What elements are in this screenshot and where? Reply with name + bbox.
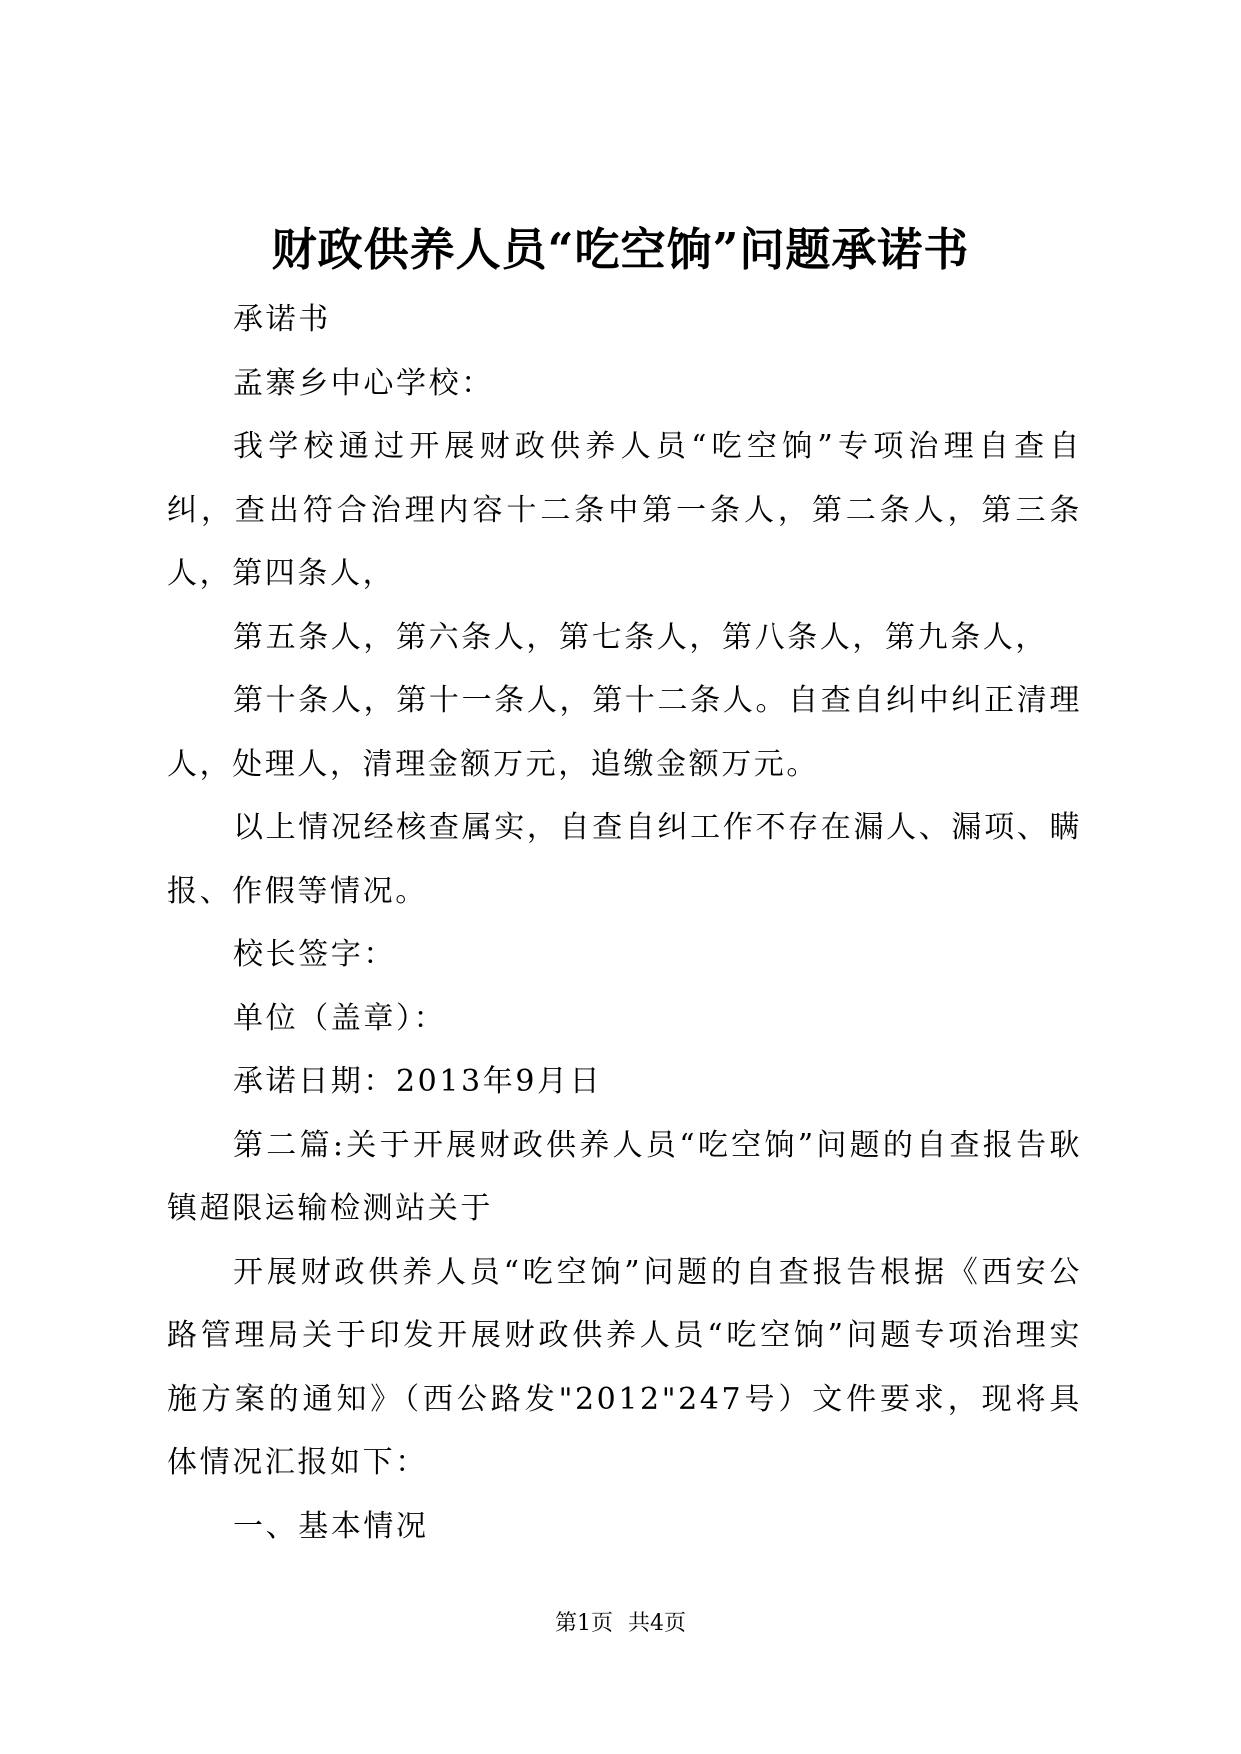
section-heading: 一、基本情况 <box>233 1508 429 1544</box>
document-body <box>167 288 1082 1558</box>
page-number: 第1页 <box>555 1611 613 1636</box>
signature-line: 校长签字： <box>233 937 396 972</box>
paragraph: 我学校通过开展财政供养人员“吃空饷”专项治理自查自纠，查出符合治理内容十二条中第一条人，第二条人，第三条人，第四条人， <box>167 429 1082 591</box>
paragraph: 第五条人，第六条人，第七条人，第八条人，第九条人， <box>233 619 1048 655</box>
paragraph: 第十条人，第十一条人，第十二条人。自查自纠中纠正清理人，处理人，清理金额万元，追缴金额万元。 <box>167 683 1082 782</box>
seal-line: 单位（盖章）： <box>233 1000 447 1036</box>
page-footer <box>0 1609 1241 1639</box>
paragraph-section-title: 第二篇:关于开展财政供养人员“吃空饷”问题的自查报告耿镇超限运输检测站关于 <box>167 1127 1082 1226</box>
paragraph-addressee: 孟寨乡中心学校： <box>233 365 494 401</box>
paragraph: 以上情况经核查属实，自查自纠工作不存在漏人、漏项、瞒报、作假等情况。 <box>167 810 1082 909</box>
document-title: 财政供养人员“吃空饷”问题承诺书 <box>271 223 970 276</box>
paragraph: 开展财政供养人员“吃空饷”问题的自查报告根据《西安公路管理局关于印发开展财政供养人员“吃空饷”问题专项治理实施方案的通知》（西公路发"2012"247号）文件要求，现将具体情况汇报如下： <box>167 1254 1082 1480</box>
page-total: 共4页 <box>628 1611 686 1636</box>
date-line: 承诺日期：2013年9月日 <box>233 1064 603 1099</box>
paragraph-heading: 承诺书 <box>233 302 331 337</box>
